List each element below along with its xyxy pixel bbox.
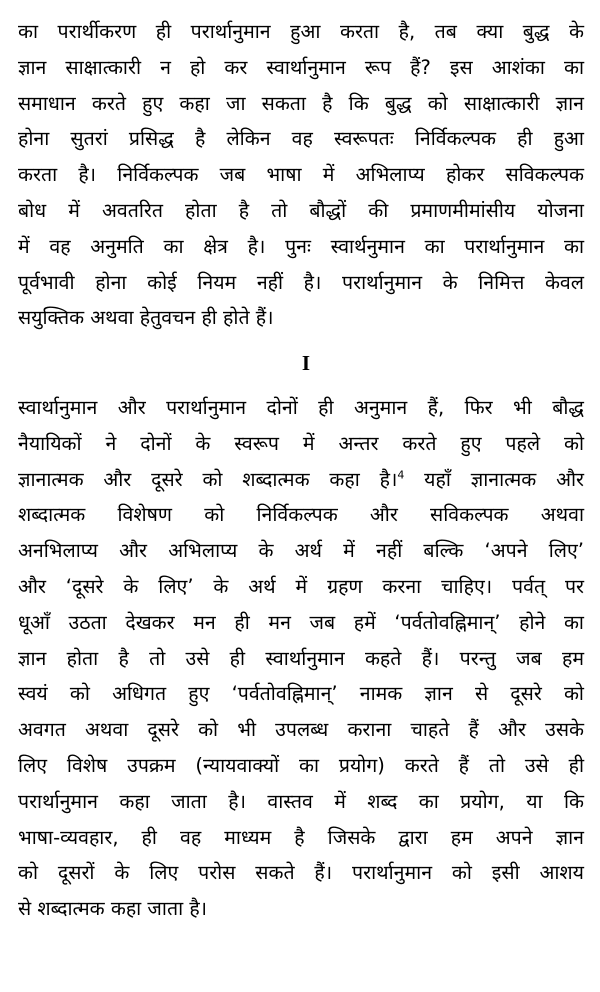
text-line: ज्ञान साक्षात्कारी न हो कर स्वार्थानुमान रूप हैं? इस आशंका का [18,55,584,79]
document-page [18,14,584,927]
text-line: धूआँ उठता देखकर मन ही मन जब हमें ‘पर्वतोवह्निमान्’ होने का [18,610,584,634]
text-line: सयुक्तिक अथवा हेतुवचन ही होते हैं। [18,306,274,330]
text-line: में वह अनुमति का क्षेत्र है। पुनः स्वार्थनुमान का परार्थानुमान का [18,234,584,258]
text-line: भाषा-व्यवहार, ही वह माध्यम है जिसके द्वारा हम अपने ज्ञान [18,825,584,849]
text-line: करता है। निर्विकल्पक जब भाषा में अभिलाप्य होकर सविकल्पक [18,163,584,187]
text-line: समाधान करते हुए कहा जा सकता है कि बुद्ध को साक्षात्कारी ज्ञान [18,91,584,115]
text-line: पूर्वभावी होना कोई नियम नहीं है। परार्थानुमान के निमित्त केवल [18,270,584,294]
text-line: नैयायिकों ने दोनों के स्वरूप में अन्तर करते हुए पहले को [18,431,584,455]
text-line: बोध में अवतरित होता है तो बौद्धों की प्रमाणमीमांसीय योजना [18,198,584,222]
paragraph-1 [18,14,584,336]
text-line: से शब्दात्मक कहा जाता है। [18,897,208,921]
text-line: अनभिलाप्य और अभिलाप्य के अर्थ में नहीं बल्कि ‘अपने लिए’ [18,539,584,563]
text-segment: यहाँ ज्ञानात्मक और [404,467,584,491]
text-line: ज्ञान होता है तो उसे ही स्वार्थानुमान कहते हैं। परन्तु जब हम [18,646,584,670]
text-line: को दूसरों के लिए परोस सकते हैं। परार्थानुमान को इसी आशय [18,861,584,885]
paragraph-2 [18,390,584,927]
text-line: और ‘दूसरे के लिए’ के अर्थ में ग्रहण करना चाहिए। पर्वत् पर [18,574,584,598]
text-line: परार्थानुमान कहा जाता है। वास्तव में शब्द का प्रयोग, या कि [18,789,584,813]
section-heading: I [301,351,311,376]
text-line: लिए विशेष उपक्रम (न्यायवाक्यों का प्रयोग) करते हैं तो उसे ही [18,753,584,777]
text-line: का परार्थीकरण ही परार्थानुमान हुआ करता है, तब क्या बुद्ध के [18,20,584,43]
footnote-marker[interactable]: 4 [397,468,405,482]
text-line: होना सुतरां प्रसिद्ध है लेकिन वह स्वरूपतः निर्विकल्पक ही हुआ [18,127,584,151]
text-line: शब्दात्मक विशेषण को निर्विकल्पक और सविकल्पक अथवा [18,503,584,527]
text-line: स्वयं को अधिगत हुए ‘पर्वतोवह्निमान्’ नामक ज्ञान से दूसरे को [18,682,584,706]
text-line: स्वार्थानुमान और परार्थानुमान दोनों ही अनुमान हैं, फिर भी बौद्ध [18,395,584,419]
text-line: अवगत अथवा दूसरे को भी उपलब्ध कराना चाहते हैं और उसके [18,718,584,742]
text-segment: ज्ञानात्मक और दूसरे को शब्दात्मक कहा है। [18,467,398,491]
text-line-with-footnote [18,462,584,498]
